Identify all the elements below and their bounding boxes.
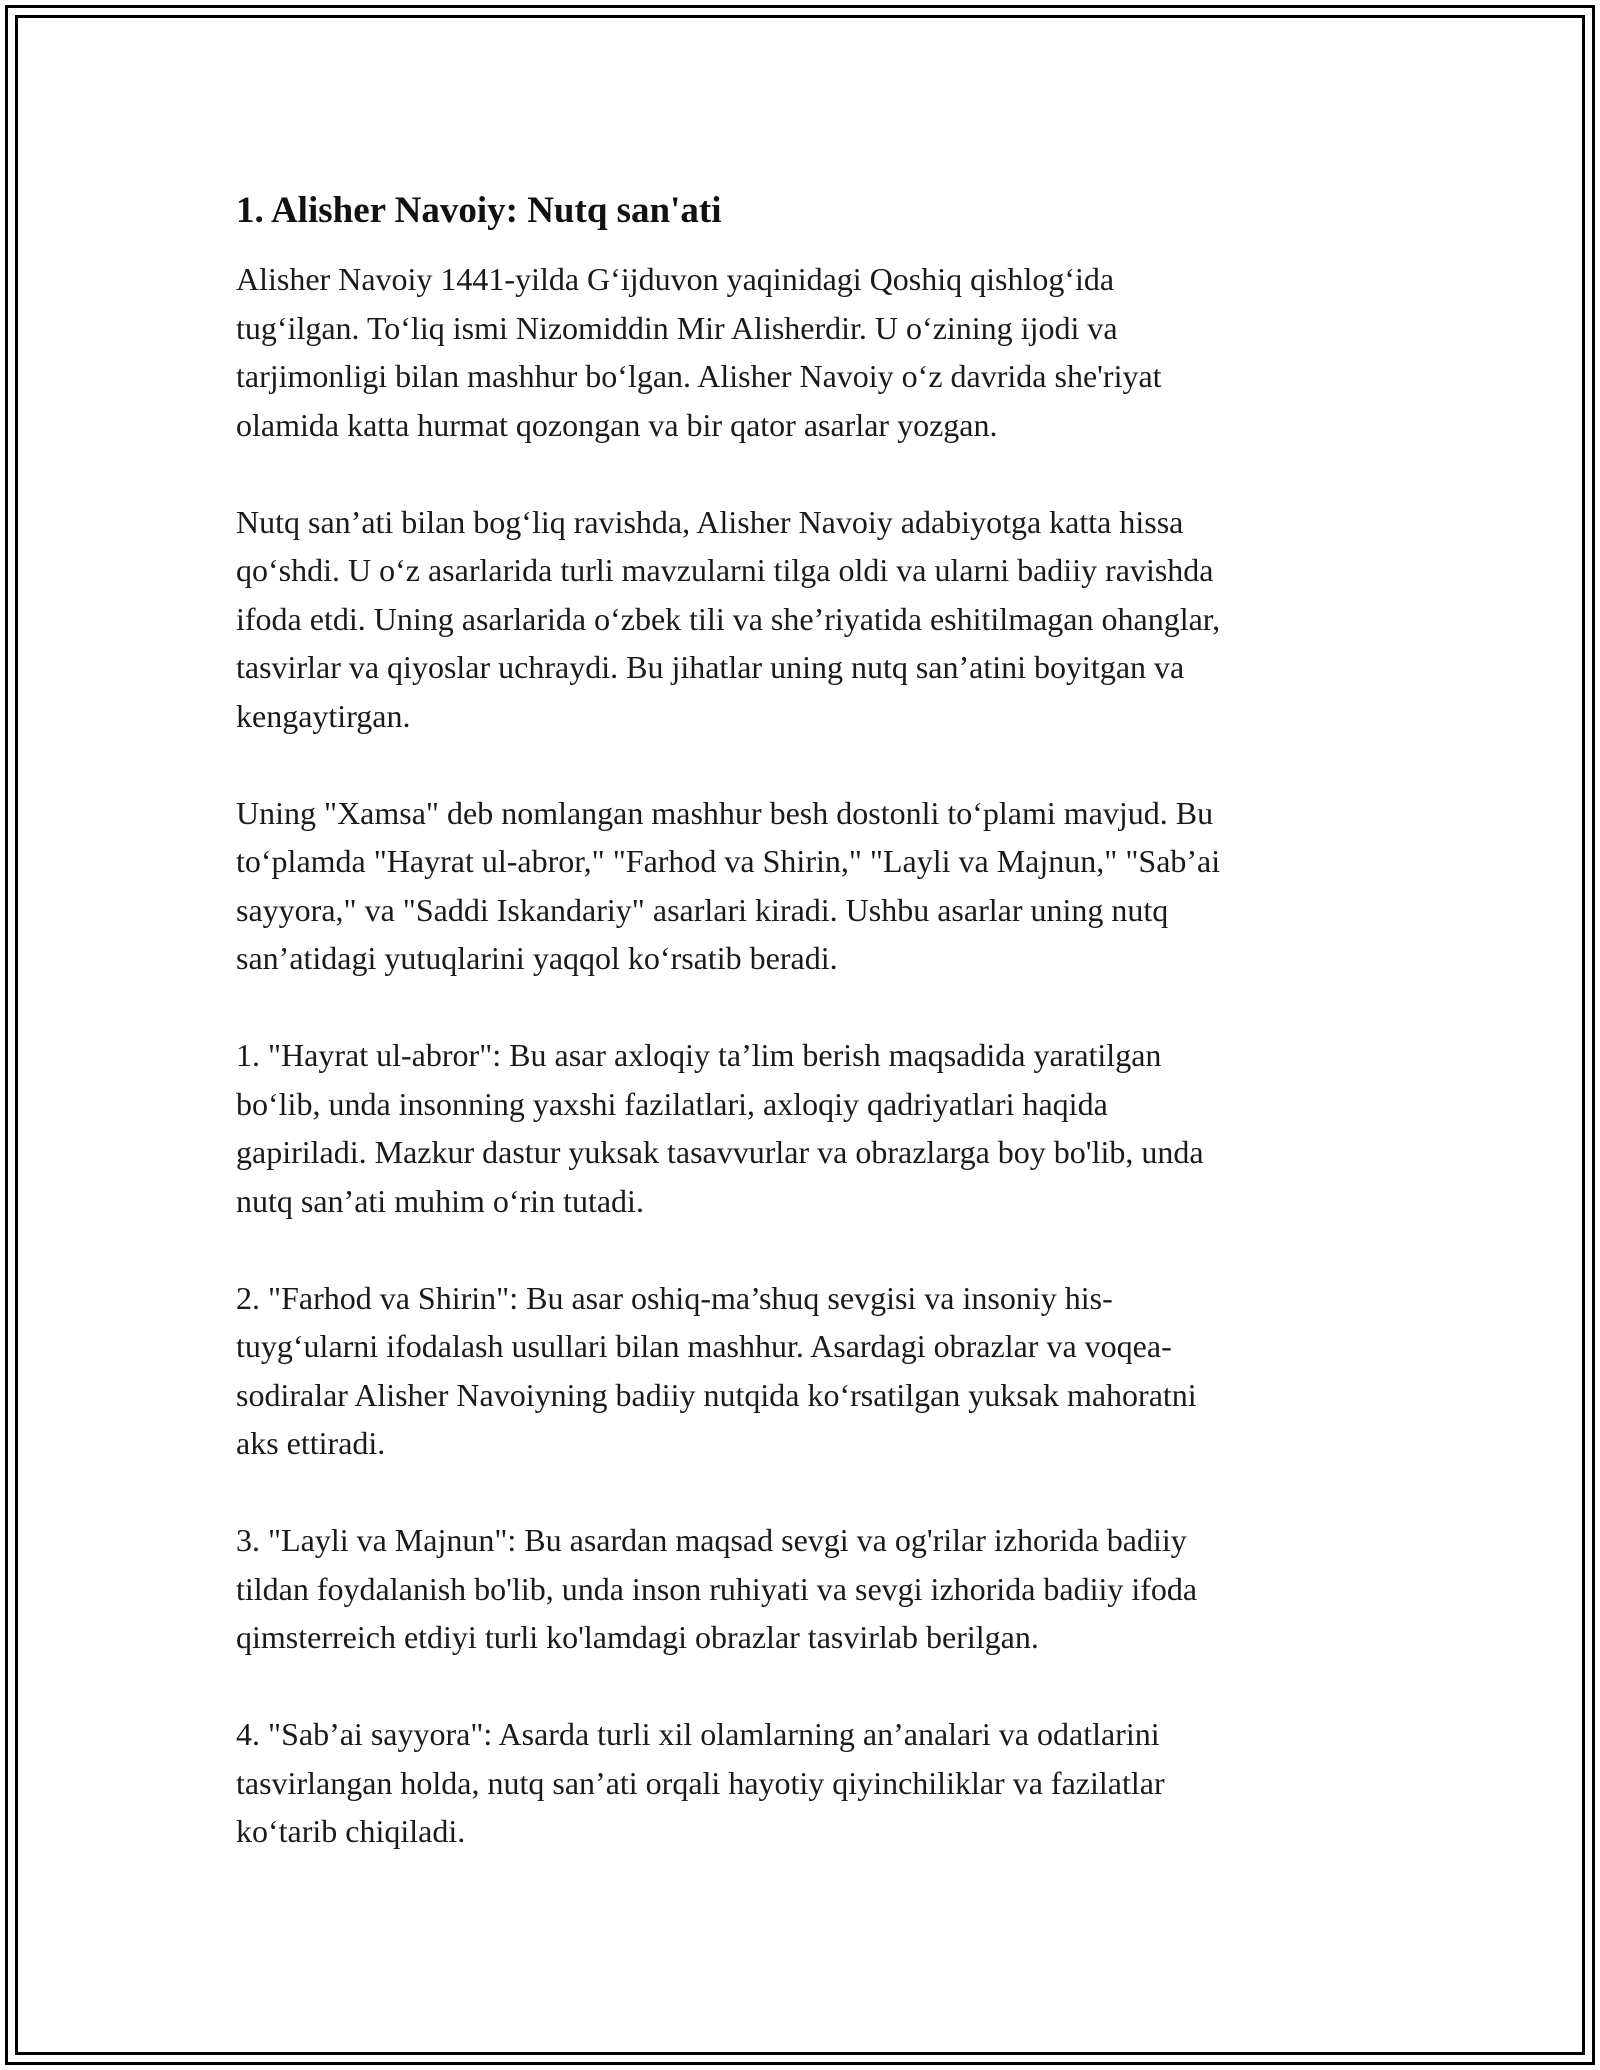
text-line: kengaytirgan. (236, 697, 411, 734)
text-line: aks ettiradi. (236, 1425, 386, 1461)
paragraph (236, 1031, 1376, 1225)
text-line: qimsterreich etdiyi turli ko'lamdagi obrazlar tasvirlab berilgan. (236, 1619, 1039, 1655)
paragraph (236, 498, 1376, 741)
text-line: tasvirlangan holda, nutq san’ati orqali hayotiy qiyinchiliklar va fazilatlar (236, 1764, 1165, 1801)
text-line: 4. "Sab’ai sayyora": Asarda turli xil olamlarning an’analari va odatlarini (236, 1716, 1160, 1752)
text-line: sodiralar Alisher Navoiyning badiiy nutqida ko‘rsatilgan yuksak mahoratni (236, 1376, 1197, 1413)
paragraph (236, 789, 1376, 983)
text-line: san’atidagi yutuqlarini yaqqol ko‘rsatib beradi. (236, 940, 838, 976)
text-line: Nutq san’ati bilan bog‘liq ravishda, Alisher Navoiy adabiyotga katta hissa (236, 503, 1184, 540)
text-line: to‘plamda "Hayrat ul-abror," "Farhod va Shirin," "Layli va Majnun," "Sab’ai (236, 843, 1221, 879)
text-line: ko‘tarib chiqiladi. (236, 1813, 466, 1849)
document-body (236, 185, 1376, 1856)
text-line: 1. "Hayrat ul-abror": Bu asar axloqiy ta’lim berish maqsadida yaratilgan (236, 1037, 1162, 1073)
text-line: sayyora," va "Saddi Iskandariy" asarlari kiradi. Ushbu asarlar uning nutq (236, 891, 1169, 928)
text-line: tarjimonligi bilan mashhur bo‘lgan. Alisher Navoiy o‘z davrida she'riyat (236, 358, 1162, 394)
text-line: 2. "Farhod va Shirin": Bu asar oshiq-ma’shuq sevgisi va insoniy his- (236, 1279, 1113, 1316)
text-line: olamida katta hurmat qozongan va bir qator asarlar yozgan. (236, 406, 998, 443)
paragraph (236, 1274, 1376, 1468)
text-line: qo‘shdi. U o‘z asarlarida turli mavzularni tilga oldi va ularni badiiy ravishda (236, 552, 1214, 588)
text-line: tuyg‘ularni ifodalash usullari bilan mashhur. Asardagi obrazlar va voqea- (236, 1328, 1172, 1364)
paragraph (236, 1516, 1376, 1662)
text-line: Alisher Navoiy 1441-yilda G‘ijduvon yaqinidagi Qoshiq qishlog‘ida (236, 261, 1115, 297)
text-line: Uning "Xamsa" deb nomlangan mashhur besh dostonli to‘plami mavjud. Bu (236, 794, 1214, 831)
text-line: tasvirlar va qiyoslar uchraydi. Bu jihatlar uning nutq san’atini boyitgan va (236, 649, 1185, 685)
text-line: nutq san’ati muhim o‘rin tutadi. (236, 1182, 644, 1219)
page-title: 1. Alisher Navoiy: Nutq san'ati (236, 190, 722, 231)
paragraph-list (236, 255, 1376, 1856)
text-line: 3. "Layli va Majnun": Bu asardan maqsad sevgi va og'rilar izhorida badiiy (236, 1522, 1187, 1558)
paragraph (236, 1710, 1376, 1856)
text-line: bo‘lib, unda insonning yaxshi fazilatlari, axloqiy qadriyatlari haqida (236, 1085, 1108, 1122)
text-line: gapiriladi. Mazkur dastur yuksak tasavvurlar va obrazlarga boy bo'lib, unda (236, 1134, 1204, 1170)
text-line: tug‘ilgan. To‘liq ismi Nizomiddin Mir Alisherdir. U o‘zining ijodi va (236, 309, 1118, 346)
paragraph (236, 255, 1376, 449)
text-line: tildan foydalanish bo'lib, unda inson ruhiyati va sevgi izhorida badiiy ifoda (236, 1570, 1198, 1607)
text-line: ifoda etdi. Uning asarlarida o‘zbek tili va she’riyatida eshitilmagan ohanglar, (236, 600, 1221, 637)
